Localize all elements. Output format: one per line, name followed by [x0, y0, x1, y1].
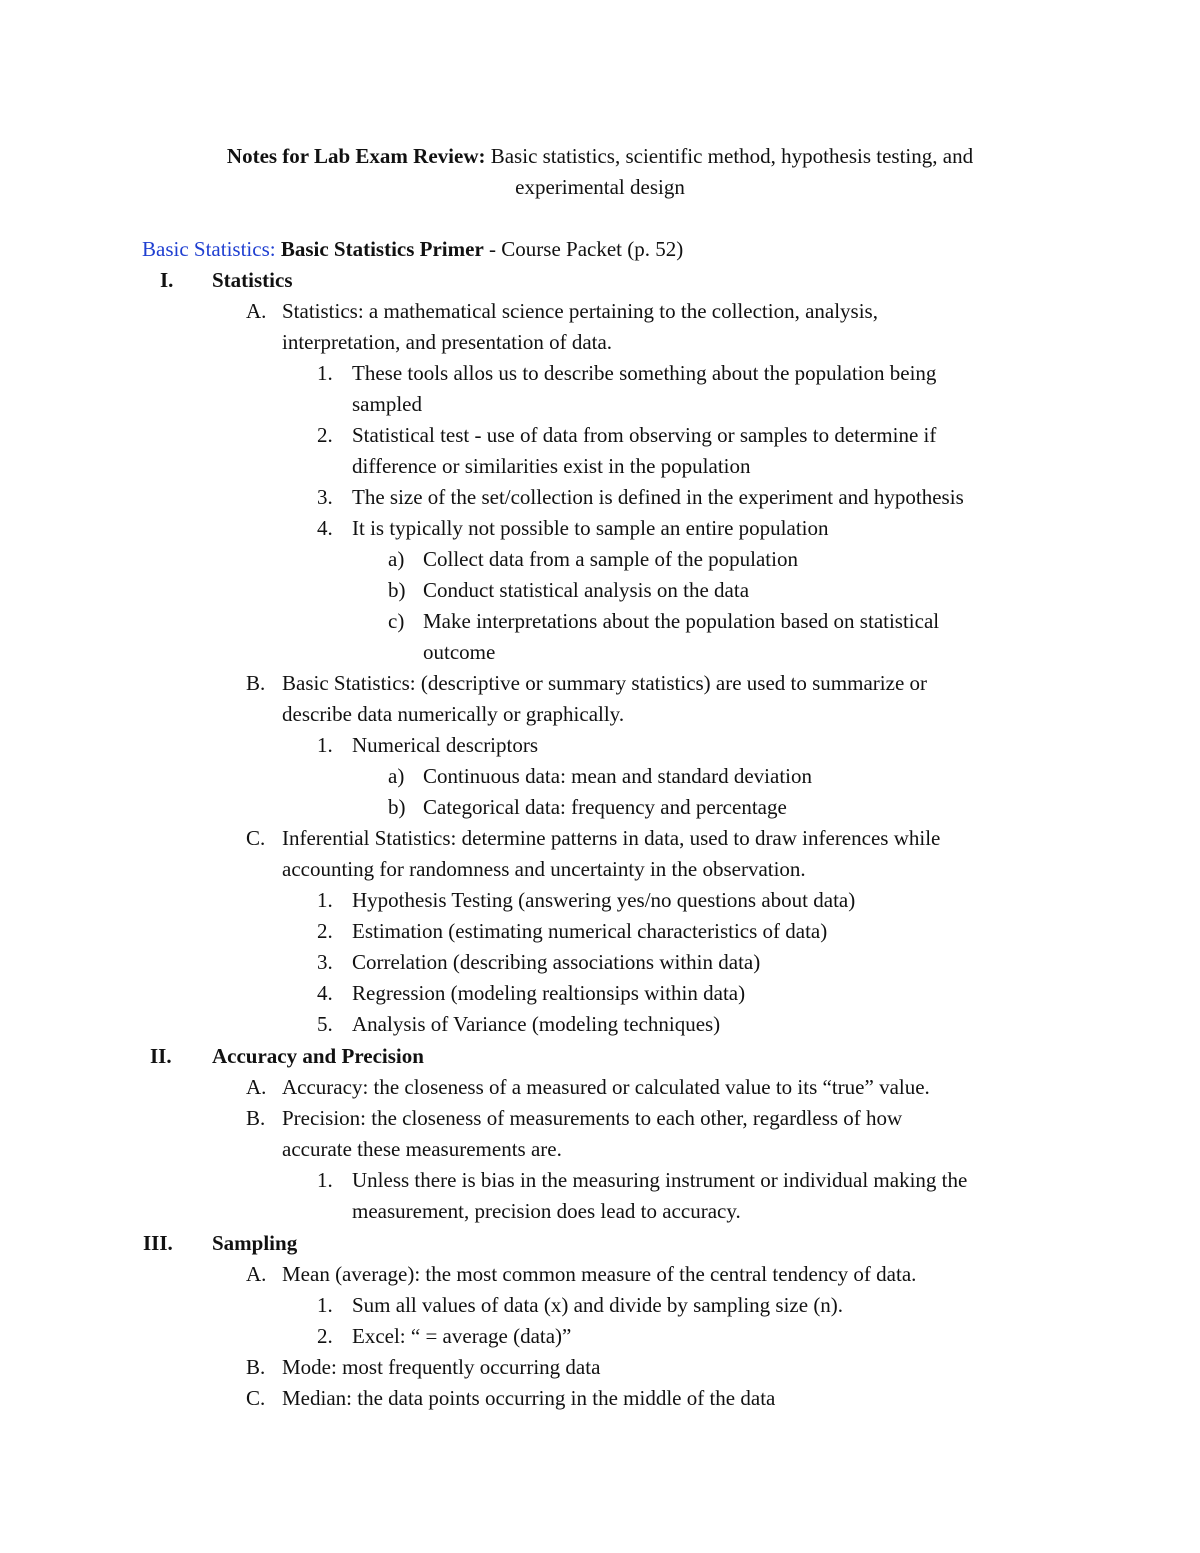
title-rest-line1: Basic statistics, scientific method, hypothesis testing, and: [485, 144, 974, 168]
outline-marker: A.: [246, 1075, 267, 1099]
outline-marker: a): [388, 764, 405, 788]
title-rest-line2: experimental design: [515, 175, 685, 199]
outline-item-text: sampled: [352, 392, 422, 416]
outline-item-text: Regression (modeling realtionsips within data): [352, 981, 746, 1005]
outline-marker: 2.: [317, 919, 333, 943]
outline-marker: 2.: [317, 423, 333, 447]
outline-marker: C.: [246, 826, 266, 850]
outline-item-text: Conduct statistical analysis on the data: [423, 578, 750, 602]
section-primer: Basic Statistics Primer: [275, 237, 484, 261]
outline-item-text: interpretation, and presentation of data.: [282, 330, 613, 354]
outline-marker: a): [388, 547, 405, 571]
outline-item-text: Inferential Statistics: determine patterns in data, used to draw inferences while: [282, 826, 941, 850]
outline-marker: B.: [246, 671, 266, 695]
outline-marker: 4.: [317, 981, 333, 1005]
document-title-line2: [0, 172, 1200, 203]
outline-marker: 1.: [317, 888, 333, 912]
outline-marker: II.: [150, 1044, 172, 1068]
outline-marker: 4.: [317, 516, 333, 540]
outline-marker: 2.: [317, 1324, 333, 1348]
outline-marker: 1.: [317, 1293, 333, 1317]
document-title: [0, 141, 1200, 172]
outline-marker: c): [388, 609, 405, 633]
outline-item-text: outcome: [423, 640, 496, 664]
outline-item-text: Collect data from a sample of the population: [423, 547, 798, 571]
outline-marker: 3.: [317, 950, 333, 974]
title-lead: Notes for Lab Exam Review:: [226, 144, 486, 168]
outline-heading: Accuracy and Precision: [212, 1044, 424, 1068]
outline-marker: A.: [246, 1262, 267, 1286]
outline-marker: I.: [160, 268, 174, 292]
outline-item-text: accurate these measurements are.: [282, 1137, 562, 1161]
outline-marker: 1.: [317, 733, 333, 757]
outline-item-text: Statistical test - use of data from observing or samples to determine if: [352, 423, 937, 447]
section-source: - Course Packet (p. 52): [483, 237, 684, 261]
outline-marker: b): [388, 578, 406, 602]
outline-item-text: Mean (average): the most common measure of the central tendency of data.: [282, 1262, 917, 1286]
outline-marker: b): [388, 795, 406, 819]
outline-marker: 3.: [317, 485, 333, 509]
outline-item-text: These tools allos us to describe something about the population being: [352, 361, 937, 385]
outline-item-text: Categorical data: frequency and percentage: [423, 795, 787, 819]
outline-item-text: Statistics: a mathematical science pertaining to the collection, analysis,: [282, 299, 878, 323]
outline-item-text: Unless there is bias in the measuring instrument or individual making the: [352, 1168, 968, 1192]
outline-item-text: Continuous data: mean and standard deviation: [423, 764, 812, 788]
outline-marker: C.: [246, 1386, 266, 1410]
outline-marker: B.: [246, 1106, 266, 1130]
outline-item-text: Estimation (estimating numerical characteristics of data): [352, 919, 828, 943]
outline-item-text: Excel: “ = average (data)”: [352, 1324, 572, 1348]
outline-item-text: Numerical descriptors: [352, 733, 539, 757]
section-label: Basic Statistics:: [142, 237, 276, 261]
outline-marker: III.: [143, 1231, 173, 1255]
outline-item-text: accounting for randomness and uncertainty in the observation.: [282, 857, 806, 881]
section-header: [142, 234, 683, 265]
outline-marker: 1.: [317, 361, 333, 385]
outline-marker: 1.: [317, 1168, 333, 1192]
outline-marker: A.: [246, 299, 267, 323]
outline-item-text: Analysis of Variance (modeling techniques): [352, 1012, 721, 1036]
outline-heading: Statistics: [212, 268, 293, 292]
outline-item-text: It is typically not possible to sample an entire population: [352, 516, 829, 540]
outline-heading: Sampling: [212, 1231, 298, 1255]
outline-item-text: Mode: most frequently occurring data: [282, 1355, 601, 1379]
outline-item-text: Median: the data points occurring in the middle of the data: [282, 1386, 776, 1410]
outline-item-text: Make interpretations about the population based on statistical: [423, 609, 940, 633]
outline-item-text: Precision: the closeness of measurements to each other, regardless of how: [282, 1106, 903, 1130]
outline-marker: B.: [246, 1355, 266, 1379]
outline-marker: 5.: [317, 1012, 333, 1036]
outline-item-text: Sum all values of data (x) and divide by sampling size (n).: [352, 1293, 844, 1317]
outline-item-text: Hypothesis Testing (answering yes/no questions about data): [352, 888, 856, 912]
outline-item-text: The size of the set/collection is defined in the experiment and hypothesis: [352, 485, 964, 509]
outline-item-text: difference or similarities exist in the population: [352, 454, 751, 478]
outline-item-text: Accuracy: the closeness of a measured or calculated value to its “true” value.: [282, 1075, 930, 1099]
outline-item-text: describe data numerically or graphically.: [282, 702, 625, 726]
outline-item-text: measurement, precision does lead to accuracy.: [352, 1199, 741, 1223]
outline-item-text: Correlation (describing associations within data): [352, 950, 761, 974]
outline-item-text: Basic Statistics: (descriptive or summary statistics) are used to summarize or: [282, 671, 928, 695]
